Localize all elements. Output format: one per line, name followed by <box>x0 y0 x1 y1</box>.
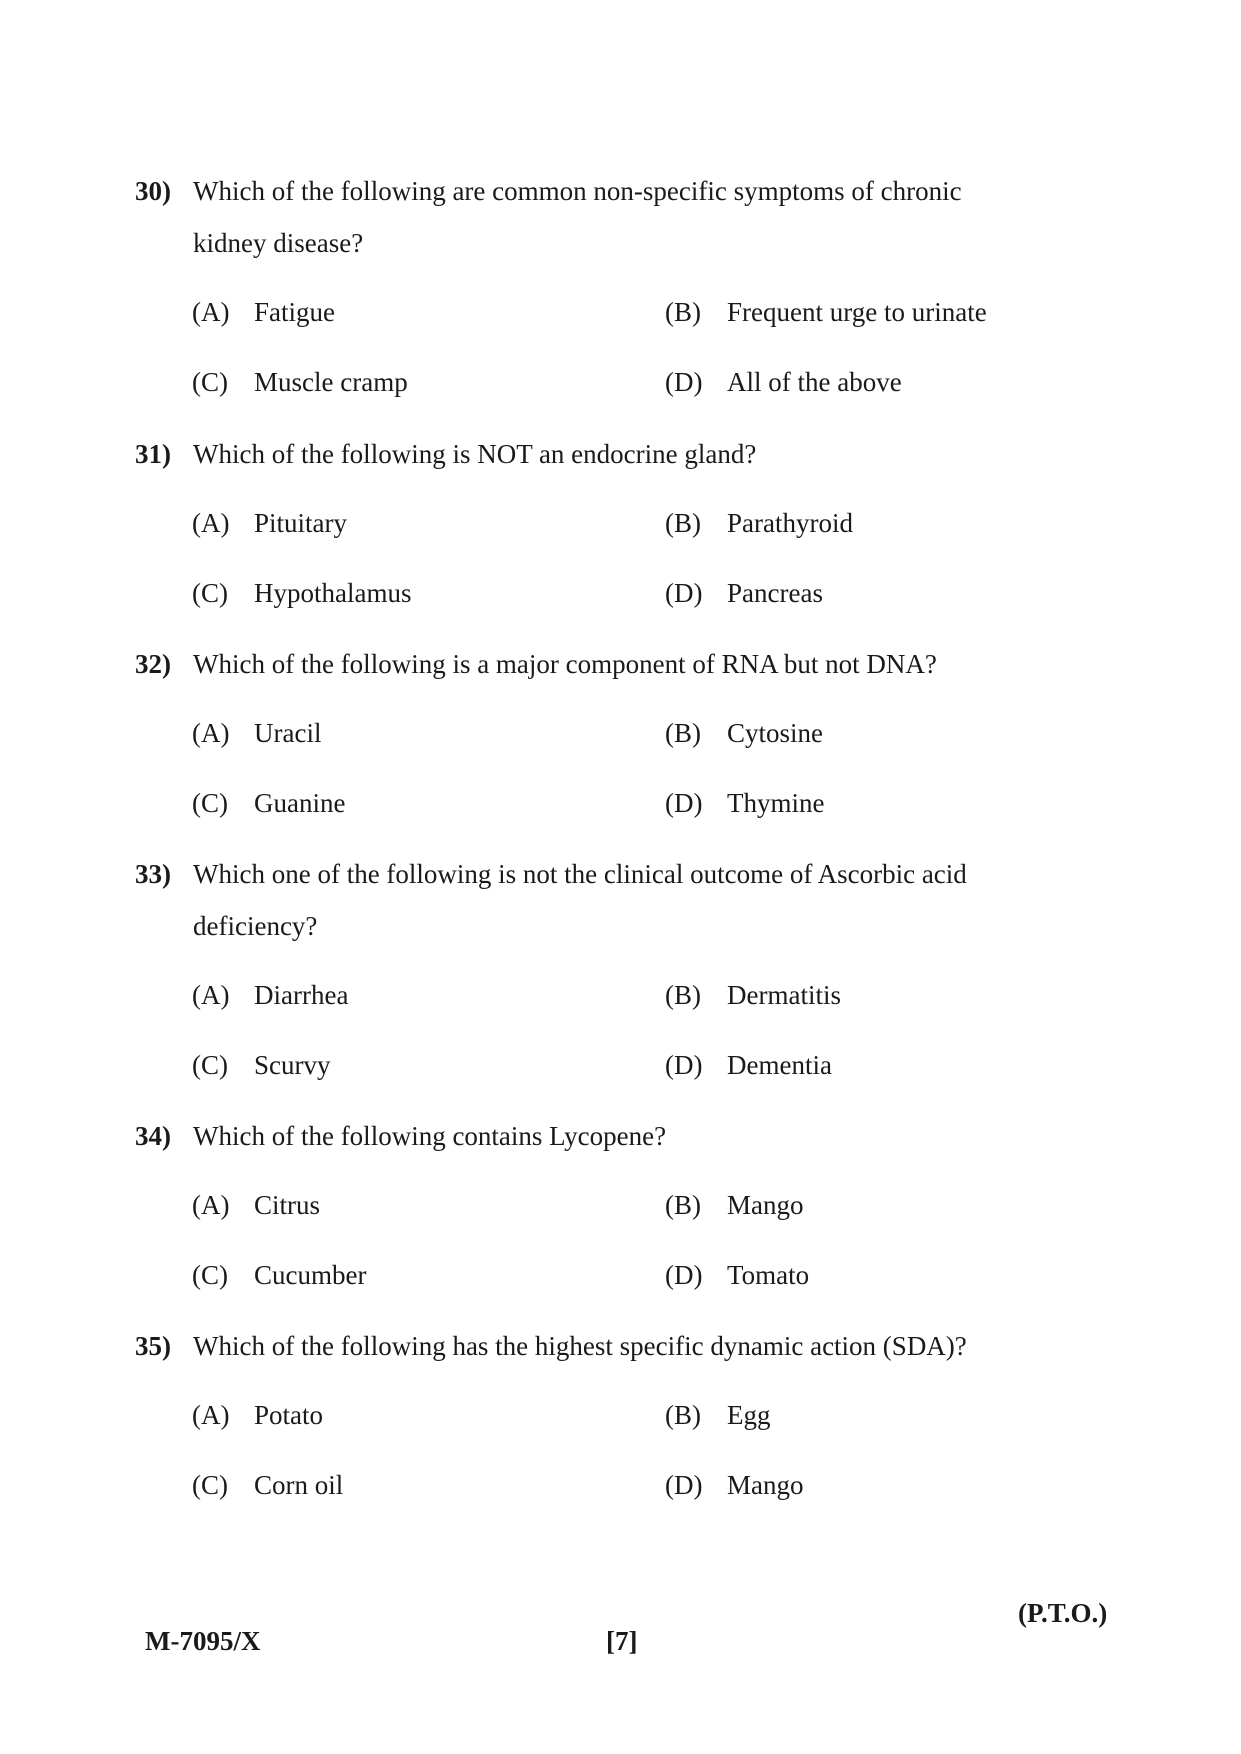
option-a <box>192 1398 323 1432</box>
option-letter: (C) <box>192 367 228 397</box>
option-c <box>192 1258 366 1292</box>
option-c <box>192 1048 331 1082</box>
option-letter: (D) <box>665 788 703 818</box>
question-text: Which of the following is NOT an endocrine gland? <box>193 439 757 469</box>
option-letter: (D) <box>665 367 703 397</box>
question-text: Which of the following has the highest specific dynamic action (SDA)? <box>193 1331 967 1361</box>
option-text: Fatigue <box>254 297 335 327</box>
option-text: Guanine <box>254 788 346 818</box>
option-text: Cytosine <box>727 718 824 748</box>
option-letter: (A) <box>192 718 230 748</box>
question-30 <box>135 165 1035 269</box>
question-35 <box>135 1320 1035 1372</box>
question-32 <box>135 638 1035 690</box>
option-letter: (C) <box>192 578 228 608</box>
question-text: Which one of the following is not the clinical outcome of Ascorbic acid deficiency? <box>193 859 967 941</box>
option-c <box>192 1468 343 1502</box>
option-d <box>665 786 824 820</box>
question-number: 35) <box>135 1331 171 1361</box>
option-letter: (B) <box>665 297 701 327</box>
option-b <box>665 978 841 1012</box>
option-d <box>665 1048 832 1082</box>
question-text: Which of the following is a major component of RNA but not DNA? <box>193 649 937 679</box>
option-text: Cucumber <box>254 1260 367 1290</box>
option-letter: (B) <box>665 508 701 538</box>
option-letter: (A) <box>192 1190 230 1220</box>
option-letter: (C) <box>192 1470 228 1500</box>
question-text: Which of the following are common non-specific symptoms of chronic kidney disease? <box>193 176 962 258</box>
question-number: 32) <box>135 649 171 679</box>
option-letter: (C) <box>192 788 228 818</box>
option-text: Dermatitis <box>727 980 841 1010</box>
question-number: 34) <box>135 1121 171 1151</box>
option-text: Corn oil <box>254 1470 344 1500</box>
option-a <box>192 506 347 540</box>
paper-code: M-7095/X <box>145 1626 261 1656</box>
option-c <box>192 365 408 399</box>
please-turn-over: (P.T.O.) <box>1018 1598 1108 1628</box>
page-number: [7] <box>606 1626 638 1656</box>
option-text: Frequent urge to urinate <box>727 297 987 327</box>
option-letter: (D) <box>665 1260 703 1290</box>
option-letter: (B) <box>665 980 701 1010</box>
option-text: All of the above <box>727 367 902 397</box>
option-text: Pancreas <box>727 578 823 608</box>
question-number: 31) <box>135 439 171 469</box>
question-33 <box>135 848 1035 952</box>
option-letter: (B) <box>665 1190 701 1220</box>
option-a <box>192 1188 320 1222</box>
option-letter: (A) <box>192 508 230 538</box>
question-number: 33) <box>135 859 171 889</box>
option-letter: (B) <box>665 1400 701 1430</box>
option-letter: (A) <box>192 297 230 327</box>
option-b <box>665 506 853 540</box>
option-text: Scurvy <box>254 1050 331 1080</box>
option-d <box>665 576 823 610</box>
question-34 <box>135 1110 1035 1162</box>
option-a <box>192 716 321 750</box>
option-text: Citrus <box>254 1190 321 1220</box>
option-a <box>192 978 348 1012</box>
option-b <box>665 1398 771 1432</box>
option-text: Mango <box>727 1190 804 1220</box>
option-letter: (B) <box>665 718 701 748</box>
option-letter: (D) <box>665 578 703 608</box>
option-letter: (D) <box>665 1050 703 1080</box>
option-text: Pituitary <box>254 508 347 538</box>
option-b <box>665 295 987 329</box>
question-text: Which of the following contains Lycopene? <box>193 1121 667 1151</box>
option-b <box>665 1188 804 1222</box>
option-text: Mango <box>727 1470 804 1500</box>
option-d <box>665 365 902 399</box>
option-text: Dementia <box>727 1050 832 1080</box>
option-text: Diarrhea <box>254 980 349 1010</box>
option-text: Hypothalamus <box>254 578 412 608</box>
option-letter: (D) <box>665 1470 703 1500</box>
question-31 <box>135 428 1035 480</box>
option-text: Potato <box>254 1400 324 1430</box>
option-text: Muscle cramp <box>254 367 408 397</box>
option-text: Parathyroid <box>727 508 853 538</box>
option-text: Egg <box>727 1400 771 1430</box>
option-c <box>192 786 345 820</box>
option-d <box>665 1468 804 1502</box>
option-letter: (A) <box>192 1400 230 1430</box>
option-letter: (C) <box>192 1050 228 1080</box>
option-b <box>665 716 823 750</box>
option-text: Uracil <box>254 718 322 748</box>
option-letter: (A) <box>192 980 230 1010</box>
question-number: 30) <box>135 176 171 206</box>
option-letter: (C) <box>192 1260 228 1290</box>
option-text: Thymine <box>727 788 825 818</box>
option-d <box>665 1258 809 1292</box>
option-a <box>192 295 335 329</box>
option-c <box>192 576 411 610</box>
option-text: Tomato <box>727 1260 810 1290</box>
